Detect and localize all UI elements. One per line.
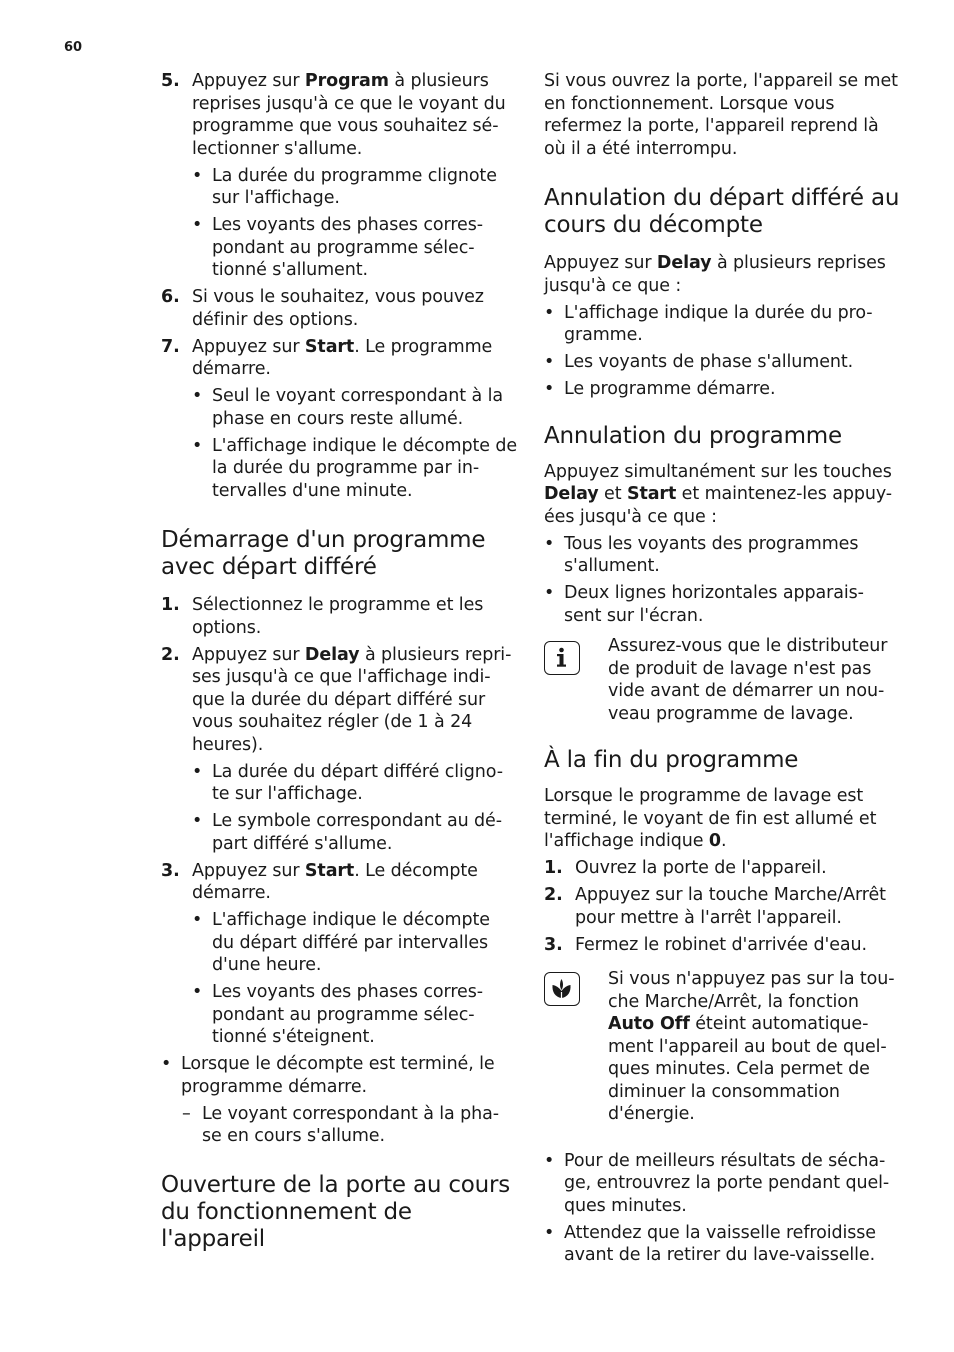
list-item: • Lorsque le décompte est terminé, le programme démarre. <box>161 1054 495 1097</box>
bullet-icon: • <box>192 982 203 1002</box>
bullet-icon: • <box>544 352 555 372</box>
display-zero: 0 <box>708 831 721 851</box>
step-number: 5. <box>161 71 180 91</box>
door-paragraph: Si vous ouvrez la porte, l'appareil se met en fonctionnement. Lorsque vous refermez la porte, l'appareil reprend là où il a été interrompu. <box>544 71 898 159</box>
bullet-icon: • <box>192 435 203 456</box>
key-start: Start <box>304 860 355 881</box>
bullet-icon: • <box>544 1150 555 1171</box>
list-item: • Les voyants de phase s'allument. <box>544 352 854 372</box>
info-note-text: Assurez-vous que le distributeur de produit de lavage n'est pas vide avant de démarrer un nou-veau programme de lavage. <box>608 636 888 724</box>
heading-end-of-program: À la fin du programme <box>544 747 799 773</box>
step-5-bullets <box>161 165 517 282</box>
list-item: • Le programme démarre. <box>544 379 776 399</box>
end-step-1: 1. Ouvrez la porte de l'appareil. <box>544 858 827 878</box>
bullet-icon: • <box>544 583 555 603</box>
eco-note-text: Si vous n'appuyez pas sur la tou-che Marche/Arrêt, la fonction Auto Off éteint automatique-ment l'appareil au bout de quel-ques minutes. Cela permet de diminuer la consommation d'énergie. <box>608 969 895 1124</box>
bullet-icon: • <box>544 1222 555 1243</box>
step-number: 1. <box>544 858 563 878</box>
end-step-3: 3. Fermez le robinet d'arrivée d'eau. <box>544 934 867 955</box>
bullet-icon: • <box>192 910 203 930</box>
info-note <box>544 635 900 725</box>
step-number: 2. <box>544 885 563 905</box>
end-step-2: 2. Appuyez sur la touche Marche/Arrêt pour mettre à l'arrêt l'appareil. <box>544 885 886 928</box>
key-start: Start <box>304 336 355 357</box>
step-number: 3. <box>161 860 180 881</box>
bullet-icon: • <box>192 165 203 186</box>
list-item: • Attendez que la vaisselle refroidisse avant de la retirer du lave-vaisselle. <box>544 1222 876 1265</box>
key-program: Program <box>304 71 389 91</box>
key-delay: Delay <box>656 253 712 273</box>
end-intro: Lorsque le programme de lavage est terminé, le voyant de fin est allumé et l'affichage indique 0. <box>544 786 877 851</box>
step-number: 7. <box>161 336 180 357</box>
bullet-icon: • <box>192 761 203 782</box>
list-item: • L'affichage indique le décompte du départ différé par intervalles d'une heure. <box>192 910 490 975</box>
key-delay: Delay <box>304 644 360 665</box>
key-start: Start <box>626 484 677 504</box>
sub-list-item: – Le voyant correspondant à la pha-se en cours s'allume. <box>182 1103 499 1146</box>
delay-step-2: 2. Appuyez sur Delay à plusieurs repri-ses jusqu'à ce que l'affichage indi-que la durée du départ différé sur vous souhaitez régler (de 1 à 24 heures). <box>161 644 512 755</box>
list-item: • Pour de meilleurs résultats de sécha-ge, entrouvrez la porte pendant quel-ques minutes. <box>544 1150 890 1216</box>
list-item: • L'affichage indique le décompte de la durée du programme par in-tervalles d'une minute. <box>192 435 518 501</box>
list-item: • Les voyants des phases corres-pondant au programme sélec-tionné s'éteignent. <box>192 982 483 1047</box>
list-item: • Le symbole correspondant au dé-part différé s'allume. <box>192 811 502 854</box>
delay-step-3-bullets <box>161 909 517 1049</box>
step-number: 3. <box>544 934 563 955</box>
heading-cancel-program: Annulation du programme <box>544 422 842 449</box>
cancel-program-intro: Appuyez simultanément sur les touches Delay et Start et maintenez-les appuy-ées jusqu'à ce que : <box>544 461 892 527</box>
step-7: 7. Appuyez sur Start. Le programme démarre. <box>161 336 493 379</box>
dash-icon: – <box>182 1103 191 1124</box>
heading-cancel-delay: Annulation du départ différé au cours du décompte <box>544 185 900 238</box>
step-7-bullets <box>161 385 517 502</box>
list-item: • Deux lignes horizontales apparais-sent sur l'écran. <box>544 583 864 626</box>
step-6: 6. Si vous le souhaitez, vous pouvez définir des options. <box>161 287 484 330</box>
delay-step-1: 1. Sélectionnez le programme et les options. <box>161 595 484 638</box>
list-item: • Tous les voyants des programmes s'allument. <box>544 533 859 576</box>
eco-leaf-icon <box>544 972 580 1006</box>
bullet-icon: • <box>192 386 203 406</box>
bullet-icon: • <box>544 379 555 399</box>
delay-step-3: 3. Appuyez sur Start. Le décompte démarre. <box>161 860 478 903</box>
key-delay: Delay <box>544 484 599 504</box>
list-item: • La durée du programme clignote sur l'affichage. <box>192 165 497 208</box>
list-item: • La durée du départ différé cligno-te sur l'affichage. <box>192 761 503 804</box>
bullet-icon: • <box>544 533 555 554</box>
cancel-delay-intro: Appuyez sur Delay à plusieurs reprises jusqu'à ce que : <box>544 253 886 296</box>
auto-off-label: Auto Off <box>608 1014 690 1034</box>
eco-note <box>544 968 900 1126</box>
heading-delayed-start: Démarrage d'un programme avec départ différé <box>161 527 486 580</box>
list-item: • L'affichage indique la durée du pro-gramme. <box>544 302 873 345</box>
bullet-icon: • <box>544 302 555 323</box>
bullet-icon: • <box>192 811 203 831</box>
list-item: • Les voyants des phases corres-pondant au programme sélec-tionné s'allument. <box>192 215 483 280</box>
right-column <box>544 70 900 1271</box>
info-icon <box>544 641 580 675</box>
step-5: 5. Appuyez sur Program à plusieurs reprises jusqu'à ce que le voyant du programme que vous souhaitez sé-lectionner s'allume. <box>161 71 506 159</box>
step-number: 1. <box>161 595 180 615</box>
bullet-icon: • <box>192 215 203 235</box>
page-number: 60 <box>64 40 83 55</box>
heading-door-opening: Ouverture de la porte au cours du fonctionnement de l'appareil <box>161 1171 511 1252</box>
left-column <box>161 70 517 1253</box>
step-number: 6. <box>161 287 180 307</box>
delay-step-2-bullets <box>161 761 517 856</box>
bullet-icon: • <box>161 1054 172 1074</box>
list-item: • Seul le voyant correspondant à la phase en cours reste allumé. <box>192 386 503 429</box>
step-number: 2. <box>161 644 180 665</box>
